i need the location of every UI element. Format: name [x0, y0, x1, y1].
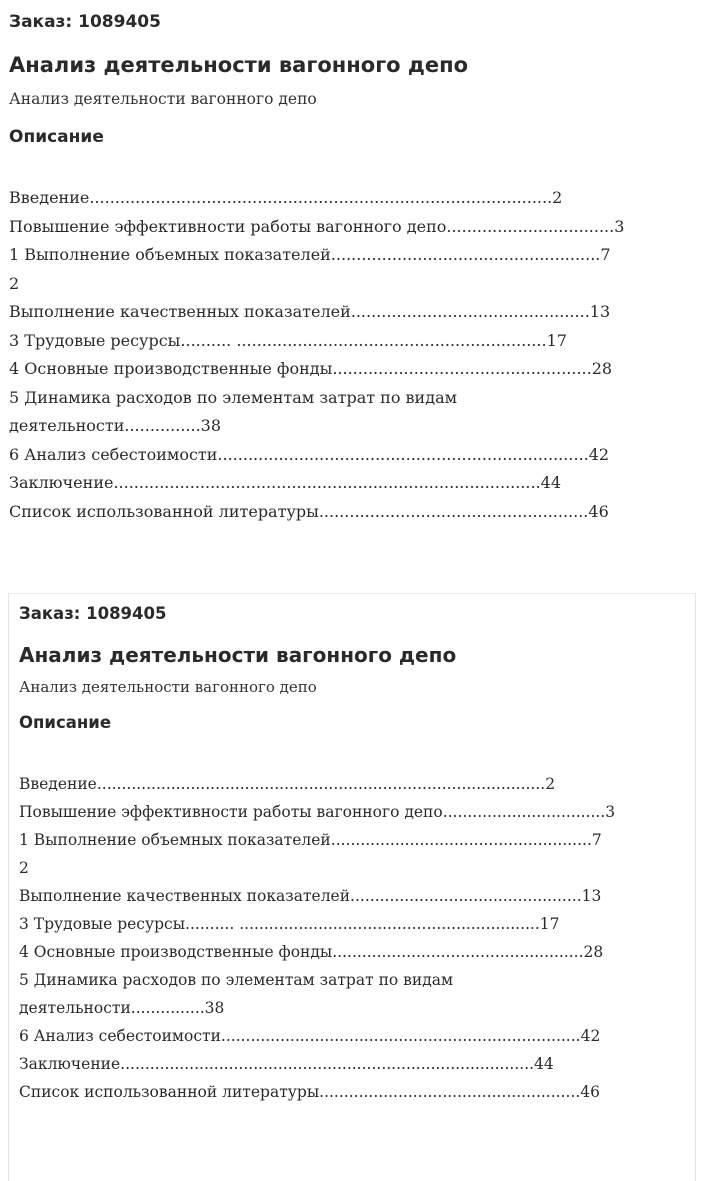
order-number: Заказ: 1089405 [19, 604, 167, 623]
toc-line: деятельности...............38 [9, 416, 222, 435]
description-heading: Описание [9, 127, 104, 147]
document-card-secondary [8, 593, 696, 1181]
description-heading: Описание [19, 713, 112, 732]
toc-line: Введение...........................................................................................2 [19, 775, 556, 793]
document-card-primary [0, 0, 701, 560]
toc-line: 4 Основные производственные фонды...................................................28 [19, 943, 604, 961]
toc-line: 6 Анализ себестоимости.........................................................................42 [19, 1027, 601, 1045]
toc-line: 1 Выполнение объемных показателей.....................................................7 [9, 245, 611, 264]
toc-line: Введение...........................................................................................2 [9, 188, 563, 207]
toc-line: 4 Основные производственные фонды...................................................28 [9, 359, 613, 378]
table-of-contents [19, 770, 679, 1106]
toc-line: деятельности...............38 [19, 999, 225, 1017]
toc-line: Заключение....................................................................................44 [9, 473, 562, 492]
document-title: Анализ деятельности вагонного депо [19, 643, 457, 667]
document-subtitle: Анализ деятельности вагонного депо [19, 678, 317, 696]
toc-line: 5 Динамика расходов по элементам затрат по видам [19, 971, 454, 989]
toc-line: Выполнение качественных показателей...............................................13 [19, 887, 602, 905]
toc-line: Повышение эффективности работы вагонного депо.................................3 [19, 803, 616, 821]
document-title: Анализ деятельности вагонного депо [9, 53, 469, 77]
toc-line: 2 [19, 859, 29, 877]
toc-line: 2 [9, 273, 20, 293]
table-of-contents [9, 184, 669, 526]
toc-line: Выполнение качественных показателей...............................................13 [9, 302, 611, 321]
order-number: Заказ: 1089405 [9, 12, 161, 32]
toc-line: 5 Динамика расходов по элементам затрат по видам [9, 387, 458, 407]
toc-line: Список использованной литературы.....................................................46 [9, 501, 609, 521]
document-subtitle: Анализ деятельности вагонного депо [9, 90, 317, 108]
toc-line: Список использованной литературы.....................................................46 [19, 1083, 601, 1101]
toc-line: 6 Анализ себестоимости.........................................................................42 [9, 444, 610, 464]
toc-line: 3 Трудовые ресурсы.......... .............................................................17 [9, 330, 567, 350]
toc-line: Повышение эффективности работы вагонного депо.................................3 [9, 216, 625, 236]
toc-line: Заключение....................................................................................44 [19, 1055, 554, 1073]
toc-line: 1 Выполнение объемных показателей.....................................................7 [19, 831, 602, 849]
toc-line: 3 Трудовые ресурсы.......... .............................................................17 [19, 915, 560, 933]
